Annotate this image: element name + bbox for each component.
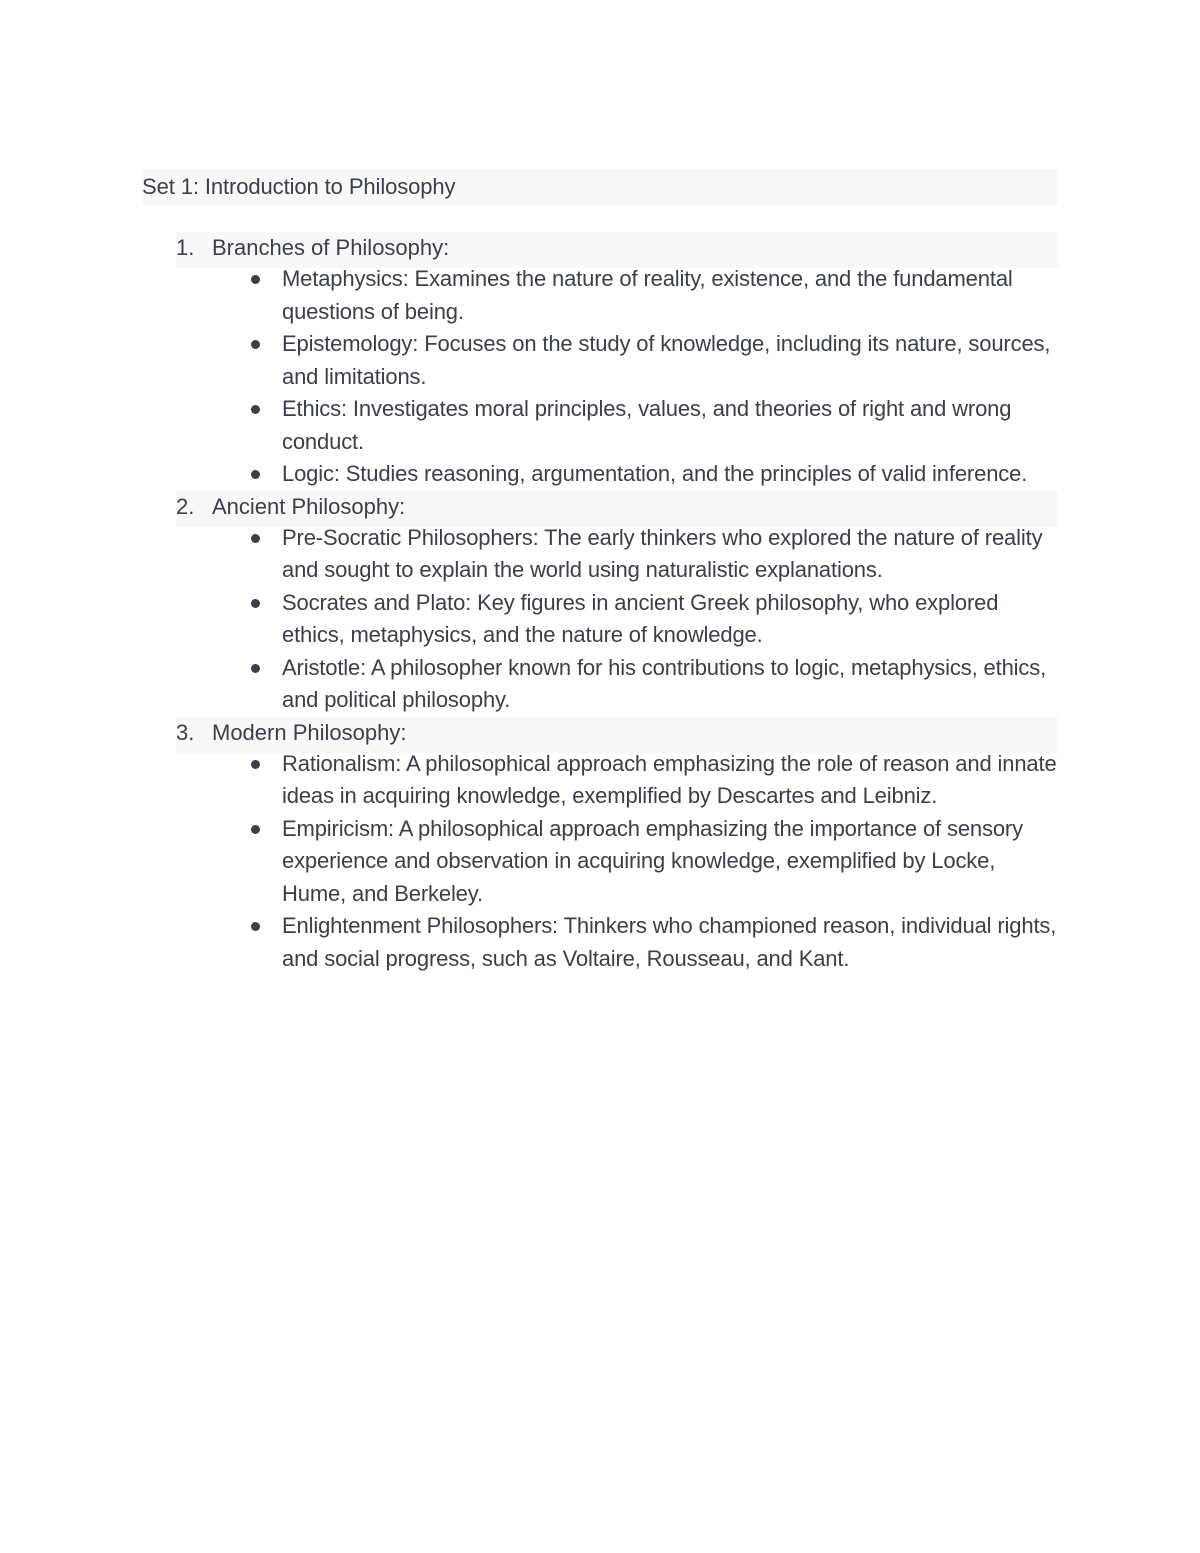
list-item: [282, 587, 1058, 652]
list-item: [282, 910, 1058, 975]
list-item-text: Aristotle: A philosopher known for his contributions to logic, metaphysics, ethics, and political philosophy.: [282, 654, 1047, 712]
list-item: [282, 393, 1058, 458]
list-item-text: Metaphysics: Examines the nature of reality, existence, and the fundamental questions of being.: [282, 266, 1013, 324]
section-number: 2.: [176, 493, 195, 519]
bullet-icon: [251, 922, 260, 931]
section-modern: [142, 717, 1058, 976]
list-item-text: Empiricism: A philosophical approach emphasizing the importance of sensory experience and observation in acquiring knowledge, exemplified by Locke, Hume, and Berkeley.: [282, 815, 1023, 906]
bullet-icon: [251, 664, 260, 673]
section-heading: Branches of Philosophy:: [212, 235, 450, 260]
philosophy-outline: [142, 232, 1058, 975]
list-item-text: Ethics: Investigates moral principles, values, and theories of right and wrong conduct.: [282, 396, 1012, 454]
bullet-list: [142, 748, 1058, 976]
bullet-list: [142, 263, 1058, 491]
list-item: [282, 263, 1058, 328]
list-item-text: Enlightenment Philosophers: Thinkers who championed reason, individual rights, and social progress, such as Voltaire, Rousseau, and Kant.: [282, 913, 1057, 971]
bullet-icon: [251, 760, 260, 769]
section-number: 1.: [176, 235, 195, 260]
bullet-icon: [251, 470, 260, 479]
bullet-icon: [251, 599, 260, 608]
list-item: [282, 328, 1058, 393]
section-ancient: [142, 491, 1058, 717]
list-item-text: Socrates and Plato: Key figures in ancient Greek philosophy, who explored ethics, metaphysics, and the nature of knowledge.: [282, 589, 999, 647]
section-heading: Ancient Philosophy:: [212, 493, 406, 519]
list-item-text: Rationalism: A philosophical approach emphasizing the role of reason and innate ideas in acquiring knowledge, exemplified by Descartes and Leibniz.: [282, 750, 1057, 808]
list-item: [282, 813, 1058, 911]
section-heading: Modern Philosophy:: [212, 719, 407, 745]
document-title: Set 1: Introduction to Philosophy: [142, 169, 1058, 205]
list-item-text: Pre-Socratic Philosophers: The early thinkers who explored the nature of reality and sought to explain the world using naturalistic explanations.: [282, 524, 1043, 582]
list-item-text: Epistemology: Focuses on the study of knowledge, including its nature, sources, and limitations.: [282, 331, 1051, 389]
section-branches: [142, 232, 1058, 491]
list-item: [282, 652, 1058, 717]
section-number: 3.: [176, 719, 195, 745]
bullet-icon: [251, 340, 260, 349]
list-item: [282, 458, 1058, 491]
bullet-list: [142, 522, 1058, 717]
bullet-icon: [251, 405, 260, 414]
bullet-icon: [251, 534, 260, 543]
list-item-text: Logic: Studies reasoning, argumentation, and the principles of valid inference.: [282, 461, 1028, 486]
bullet-icon: [251, 825, 260, 834]
bullet-icon: [251, 275, 260, 284]
list-item: [282, 748, 1058, 813]
list-item: [282, 522, 1058, 587]
